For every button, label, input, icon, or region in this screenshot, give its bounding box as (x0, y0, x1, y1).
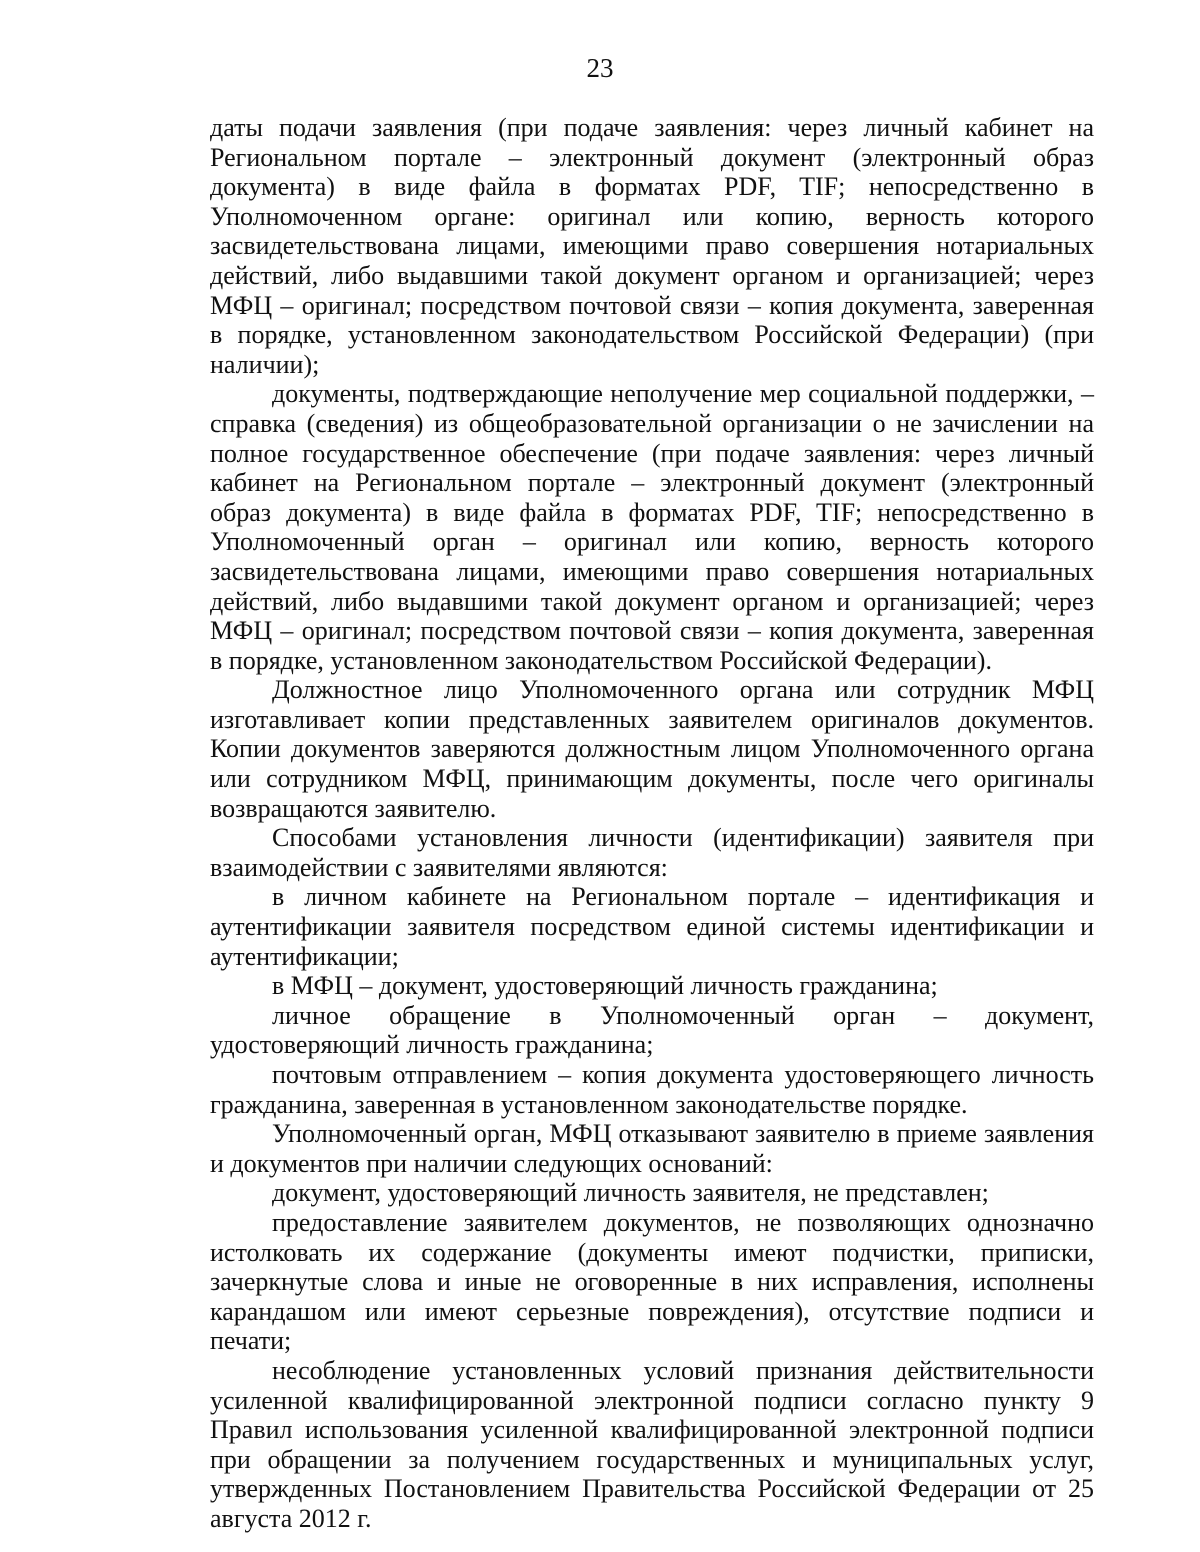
paragraph: в МФЦ – документ, удостоверяющий личность гражданина; (272, 971, 938, 1001)
paragraph: документ, удостоверяющий личность заявителя, не представлен; (272, 1178, 989, 1208)
document-body (210, 113, 1094, 1534)
paragraph: почтовым отправлением – копия документа удостоверяющего личность гражданина, заверенная в установленном законодательстве порядке. (210, 1060, 1094, 1119)
paragraph: Должностное лицо Уполномоченного органа или сотрудник МФЦ изготавливает копии представленных заявителем оригиналов документов. Копии документов заверяются должностным лицом Уполномоченного органа или сотрудником МФЦ, принимающим документы, после чего оригиналы возвращаются заявителю. (210, 675, 1094, 823)
paragraph: несоблюдение установленных условий признания действительности усиленной квалифицированной электронной подписи согласно пункту 9 Правил использования усиленной квалифицированной электронной подписи при обращении за получением государственных и муниципальных услуг, утвержденных Постановлением Правительства Российской Федерации от 25 августа 2012 г. (210, 1355, 1094, 1533)
paragraph: даты подачи заявления (при подаче заявления: через личный кабинет на Региональном портале – электронный документ (электронный образ документа) в виде файла в форматах PDF, TIF; непосредственно в Уполномоченном органе: оригинал или копию, верность которого засвидетельствована лицами, имеющими право совершения нотариальных действий, либо выдавшими такой документ органом и организацией; через МФЦ – оригинал; посредством почтовой связи – копия документа, заверенная в порядке, установленном законодательством Российской Федерации) (при наличии); (210, 113, 1094, 379)
paragraph: личное обращение в Уполномоченный орган – документ, удостоверяющий личность гражданина; (210, 1000, 1094, 1060)
paragraph: Уполномоченный орган, МФЦ отказывают заявителю в приеме заявления и документов при наличии следующих оснований: (210, 1119, 1094, 1178)
paragraph: в личном кабинете на Региональном портале – идентификация и аутентификации заявителя посредством единой системы идентификации и аутентификации; (210, 882, 1094, 971)
paragraph: документы, подтверждающие неполучение мер социальной поддержки, – справка (сведения) из общеобразовательной организации о не зачислении на полное государственное обеспечение (при подаче заявления: через личный кабинет на Региональном портале – электронный документ (электронный образ документа) в виде файла в форматах PDF, TIF; непосредственно в Уполномоченный орган – оригинал или копию, верность которого засвидетельствована лицами, имеющими право совершения нотариальных действий, либо выдавшими такой документ органом и организацией; через МФЦ – оригинал; посредством почтовой связи – копия документа, заверенная в порядке, установленном законодательством Российской Федерации). (210, 379, 1094, 675)
paragraph: Способами установления личности (идентификации) заявителя при взаимодействии с заявителями являются: (210, 823, 1094, 882)
paragraph: предоставление заявителем документов, не позволяющих однозначно истолковать их содержание (документы имеют подчистки, приписки, зачеркнутые слова и иные не оговоренные в них исправления, исполнены карандашом или имеют серьезные повреждения), отсутствие подписи и печати; (210, 1207, 1094, 1356)
page-number: 23 (586, 53, 614, 83)
